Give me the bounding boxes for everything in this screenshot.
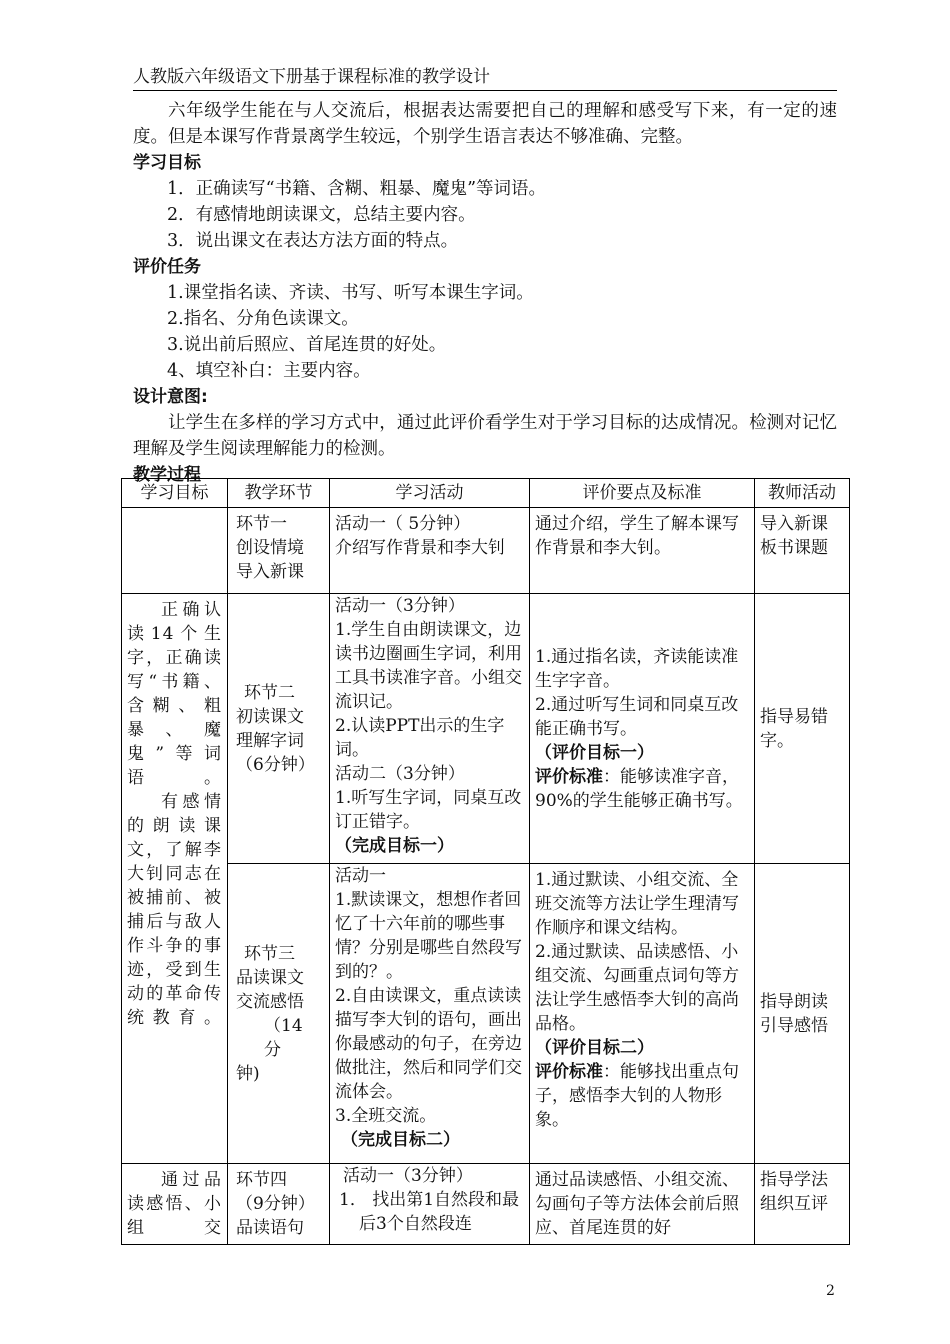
activity-step: 2.自由读课文，重点读读描写李大钊的语句，画出你最感动的句子，在旁边做批注，然后和同学们交流体会。 xyxy=(335,986,522,1102)
page-header: 人教版六年级语文下册基于课程标准的教学设计 xyxy=(133,66,837,91)
table-row xyxy=(122,1164,850,1245)
evaluation-cell xyxy=(530,864,755,1164)
goal-cell xyxy=(122,594,228,1164)
table-row xyxy=(122,594,850,864)
stage-line: （14 分 xyxy=(264,1015,303,1060)
task-item-1: 1.课堂指名读、齐读、书写、听写本课生字词。 xyxy=(167,283,534,303)
teacher-cell xyxy=(755,1164,850,1245)
evaluation-point: 2.通过听写生词和同桌互改能正确书写。 xyxy=(535,694,739,739)
evaluation-point: 2.通过默读、品读感悟、小组交流、勾画重点词句等方法让学生感悟李大钊的高尚品格。 xyxy=(535,942,739,1034)
teacher-cell xyxy=(755,508,850,594)
stage-line: 导入新课 xyxy=(236,562,304,582)
activity-title: 活动二（3分钟） xyxy=(335,764,465,784)
stage-line: 环节三 xyxy=(244,943,295,964)
goal-item-1: 1．正确读写“书籍、含糊、粗暴、魔鬼”等词语。 xyxy=(167,179,547,199)
goal-item-2: 2．有感情地朗读课文，总结主要内容。 xyxy=(167,205,476,225)
activity-step xyxy=(335,786,524,858)
stage-line: 环节四 xyxy=(236,1170,287,1190)
teacher-line: 板书课题 xyxy=(760,538,828,558)
stage-cell xyxy=(228,1164,330,1245)
standard-label: 评价标准 xyxy=(535,1062,603,1082)
stage-line: 交流感悟 xyxy=(236,991,304,1012)
stage-line: 品读课文 xyxy=(236,967,304,988)
standard-text: ：能够读准字音，90%的学生能够正确书写。 xyxy=(535,766,743,811)
activity-title: 活动一 xyxy=(335,866,386,886)
activity-line: 介绍写作背景和李大钊 xyxy=(335,538,505,558)
stage-line: 钟) xyxy=(236,1063,260,1084)
evaluation-standard xyxy=(535,1060,749,1132)
activity-cell xyxy=(330,864,530,1164)
intent-paragraph: 让学生在多样的学习方式中，通过此评价看学生对于学习目标的达成情况。检测对记忆理解及学生阅读理解能力的检测。 xyxy=(133,413,837,459)
document-body xyxy=(133,98,837,488)
stage-line: （9分钟） xyxy=(236,1194,315,1214)
teacher-line: 导入新课 xyxy=(760,514,828,534)
teacher-line: 指导学法 xyxy=(760,1170,828,1190)
table-row xyxy=(122,508,850,594)
table-header-row xyxy=(122,479,850,508)
activity-step-text: 1.听写生字词，同桌互改订正错字。 xyxy=(335,788,522,832)
teacher-line: 引导感悟 xyxy=(760,1015,828,1036)
standard-text: ：能够找出重点句子，感悟李大钊的人物形象。 xyxy=(535,1062,739,1130)
intro-paragraph: 六年级学生能在与人交流后，根据表达需要把自己的理解和感受写下来，有一定的速度。但是本课写作背景离学生较远，个别学生语言表达不够准确、完整。 xyxy=(133,101,837,147)
activity-step: 1.默读课文，想想作者回忆了十六年前的哪些事情？分别是哪些自然段写到的？。 xyxy=(335,890,522,982)
teacher-line: 指导朗读 xyxy=(760,991,828,1012)
task-item-4: 4、填空补白：主要内容。 xyxy=(167,361,371,381)
teacher-cell xyxy=(755,864,850,1164)
process-heading: 教学过程 xyxy=(133,465,201,485)
activity-cell xyxy=(330,1164,530,1245)
evaluation-point: 1.通过默读、小组交流、全班交流等方法让学生理清写作顺序和课文结构。 xyxy=(535,870,739,938)
evaluation-cell: 通过品读感悟、小组交流、勾画句子等方法体会前后照应、首尾连贯的好 xyxy=(530,1164,755,1245)
activity-step: 2.认读PPT出示的生字词。 xyxy=(335,716,505,760)
task-item-2: 2.指名、分角色读课文。 xyxy=(167,309,359,329)
task-item-3: 3.说出前后照应、首尾连贯的好处。 xyxy=(167,335,447,355)
teaching-process-table xyxy=(121,478,850,1245)
stage-line: 创设情境 xyxy=(236,538,304,558)
evaluation-cell xyxy=(530,594,755,864)
stage-cell xyxy=(228,864,330,1164)
activity-step: 3.全班交流。 xyxy=(335,1106,437,1126)
header-teaching-stage: 教学环节 xyxy=(228,479,330,508)
teacher-cell: 指导易错字。 xyxy=(755,594,850,864)
stage-cell xyxy=(228,594,330,864)
header-teacher-activity: 教师活动 xyxy=(755,479,850,508)
goal-item-3: 3．说出课文在表达方法方面的特点。 xyxy=(167,231,459,251)
evaluation-cell: 通过介绍，学生了解本课写作背景和李大钊。 xyxy=(530,508,755,594)
evaluation-goal: （评价目标一） xyxy=(535,742,654,763)
stage-cell xyxy=(228,508,330,594)
activity-title: 活动一（3分钟） xyxy=(335,596,465,616)
header-learning-activity: 学习活动 xyxy=(330,479,530,508)
stage-line: 环节一 xyxy=(236,514,287,534)
page-number: 2 xyxy=(826,1283,835,1299)
activity-title: 活动一（3分钟） xyxy=(343,1166,473,1186)
activity-step: 1． 找出第1自然段和最后3个自然段连 xyxy=(339,1190,520,1234)
evaluation-point: 1.通过指名读，齐读能读准生字字音。 xyxy=(535,646,739,691)
goal-cell: 通过品读感悟、小组交 xyxy=(122,1164,228,1245)
evaluation-goal: （评价目标二） xyxy=(535,1038,654,1058)
table-row xyxy=(122,864,850,1164)
goal-cell-empty xyxy=(122,508,228,594)
activity-cell xyxy=(330,508,530,594)
activity-step: 1.学生自由朗读课文，边读书边圈画生字词，利用工具书读准字音。小组交流识记。 xyxy=(335,620,522,712)
standard-label: 评价标准 xyxy=(535,766,603,787)
stage-line: （6分钟） xyxy=(236,754,315,775)
goal-complete-note: （完成目标一） xyxy=(335,836,454,856)
tasks-heading: 评价任务 xyxy=(133,257,201,277)
stage-line: 理解字词 xyxy=(236,730,304,751)
activity-line: 活动一（ 5分钟） xyxy=(335,514,471,534)
stage-line: 初读课文 xyxy=(236,706,304,727)
activity-cell xyxy=(330,594,530,864)
teacher-line: 组织互评 xyxy=(760,1194,828,1214)
goals-heading: 学习目标 xyxy=(133,153,201,173)
header-evaluation: 评价要点及标准 xyxy=(530,479,755,508)
stage-line: 品读语句 xyxy=(236,1218,304,1238)
goal-complete-note: （完成目标二） xyxy=(341,1130,460,1150)
intent-heading: 设计意图: xyxy=(133,387,208,407)
goal-text-a: 正确认读14个生字，正确读写“书籍、含糊、粗暴、魔鬼”等词语。 xyxy=(127,600,222,788)
evaluation-standard xyxy=(535,765,749,813)
header-learning-goal: 学习目标 xyxy=(122,479,228,508)
goal-text-b: 有感情的朗读课文，了解李大钊同志在被捕前、被捕后与敌人作斗争的事迹，受到生动的革命传统教育。 xyxy=(127,792,222,1028)
stage-line: 环节二 xyxy=(244,682,295,703)
